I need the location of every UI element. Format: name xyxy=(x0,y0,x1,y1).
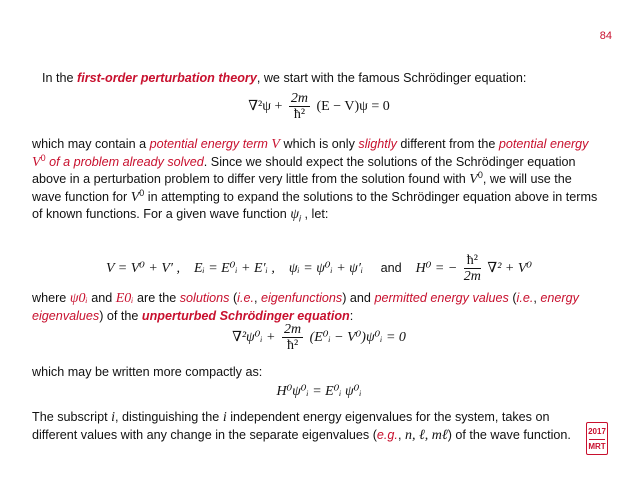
p3-text-6: ) and xyxy=(342,291,375,305)
eq2-psi-expansion: ψᵢ = ψ⁰ᵢ + ψ′ᵢ xyxy=(288,261,364,277)
p5-quantum-numbers: n, ℓ, mℓ xyxy=(404,427,448,443)
author-badge xyxy=(586,422,608,455)
p2-text-7: , let: xyxy=(301,207,329,222)
eq2-hamiltonian-lhs: H⁰ = − xyxy=(415,261,458,277)
paragraph-context xyxy=(32,136,602,224)
p5-text-4: , xyxy=(397,427,405,442)
expansion-equations xyxy=(30,254,608,284)
intro-paragraph xyxy=(42,70,602,87)
p2-v-symbol: V xyxy=(271,137,280,152)
p3-text-7: ( xyxy=(508,291,517,305)
eq2-denominator: 2m xyxy=(463,269,481,284)
paragraph-unperturbed xyxy=(32,290,602,324)
p2-text-4: . Since we should expect the solutions of the Schrödinger equation above in a perturbation problem to differ very little from the solution found with xyxy=(32,154,576,187)
p2-text-6: in attempting to expand the solutions to the Schrödinger equation above in terms of known functions. For a given wave function xyxy=(32,189,598,222)
unperturbed-equation xyxy=(0,323,638,353)
p2-already-solved: of a problem already solved xyxy=(45,154,204,169)
eq1-lhs: ∇²ψ + xyxy=(248,99,283,115)
p3-solutions: solutions xyxy=(179,291,230,305)
p2-text-2: which is only xyxy=(279,137,359,151)
p3-permitted-energy-values: permitted energy values xyxy=(374,291,509,305)
p2-slightly: slightly xyxy=(358,137,397,151)
p3-ie-1: i.e. xyxy=(237,291,254,305)
eq1-numerator: 2m xyxy=(290,91,308,106)
p3-eigenfunctions: eigenfunctions xyxy=(260,291,343,305)
eq2-numerator: ħ² xyxy=(464,254,481,269)
p3-psi0i: ψ0ᵢ xyxy=(69,291,88,306)
p3-text-9: ) of the xyxy=(99,308,142,323)
p5-i-1: i xyxy=(111,410,115,425)
schrodinger-equation xyxy=(0,92,638,122)
p2-v0-symbol: V xyxy=(32,154,41,170)
p2-text-3: different from the xyxy=(396,137,499,151)
eq1-rhs: (E − V)ψ = 0 xyxy=(316,99,390,115)
p2-potential-energy: potential energy xyxy=(498,137,589,151)
p5-text-1: The subscript xyxy=(32,410,112,424)
intro-text-2: , we start with the famous Schrödinger equation: xyxy=(256,71,527,85)
p3-text-4: ( xyxy=(229,291,238,305)
p2-v0b: V xyxy=(469,172,478,188)
paragraph-subscript xyxy=(32,409,578,444)
eq2-and: and xyxy=(380,261,402,276)
eq3-rhs: (E⁰ᵢ − V⁰)ψ⁰ᵢ = 0 xyxy=(309,330,406,346)
badge-initials: MRT xyxy=(588,442,606,451)
page-number: 84 xyxy=(599,30,612,42)
p2-v0c: V xyxy=(130,189,140,205)
p5-text-5: ) of the wave function. xyxy=(447,427,571,442)
p2-psi: ψ xyxy=(290,207,300,223)
eq3-fraction xyxy=(282,323,303,353)
eq2-hamiltonian-rhs: ∇² + V⁰ xyxy=(487,261,533,277)
eq1-denominator: ħ² xyxy=(293,107,306,122)
paragraph-compact: which may be written more compactly as: xyxy=(32,365,263,379)
p3-unperturbed-equation: unperturbed Schrödinger equation xyxy=(141,308,350,323)
eq3-numerator: 2m xyxy=(284,322,302,337)
eq2-e-expansion: Eᵢ = E⁰ᵢ + E′ᵢ , xyxy=(193,261,275,277)
p2-text-1: which may contain a xyxy=(32,137,150,151)
p2-v0c-sup: 0 xyxy=(139,187,145,198)
intro-text-1: In the xyxy=(42,71,78,85)
eq2-v-expansion: V = V⁰ + V′ , xyxy=(105,261,180,277)
p3-e0i: E0ᵢ xyxy=(115,291,134,306)
p2-v0-sup: 0 xyxy=(40,152,46,163)
p5-text-3: independent energy eigenvalues for the system, takes on different values with any change in the separate eigenvalues ( xyxy=(32,410,550,442)
eq3-lhs: ∇²ψ⁰ᵢ + xyxy=(232,330,276,346)
compact-equation: H⁰ψ⁰ᵢ = E⁰ᵢ ψ⁰ᵢ xyxy=(276,384,362,399)
p3-energy-eigenvalues: energy eigenvalues xyxy=(32,291,579,323)
p2-psi-sub: i xyxy=(299,213,302,224)
eq2-fraction xyxy=(464,254,481,284)
eq3-denominator: ħ² xyxy=(286,338,299,353)
p3-text-3: are the xyxy=(133,291,180,305)
badge-year: 2017 xyxy=(588,427,606,436)
perturbation-term: first-order perturbation theory xyxy=(77,71,257,85)
p2-potential-energy-term: potential energy term xyxy=(149,137,272,151)
p3-ie-2: i.e. xyxy=(516,291,534,305)
p2-v0b-sup: 0 xyxy=(477,170,483,180)
p5-text-2: , distinguishing the xyxy=(114,410,223,424)
p2-text-5: , we will use the wave function for xyxy=(32,172,572,204)
p3-text-5: , xyxy=(253,291,261,305)
p3-text-8: , xyxy=(533,291,541,305)
p3-text-1: where xyxy=(32,291,70,305)
eq1-fraction xyxy=(289,92,310,122)
p3-text-10: : xyxy=(349,308,354,323)
badge-divider xyxy=(589,439,605,440)
p3-text-2: and xyxy=(87,291,116,305)
p5-i-2: i xyxy=(222,410,227,425)
p5-eg: e.g. xyxy=(376,427,398,442)
